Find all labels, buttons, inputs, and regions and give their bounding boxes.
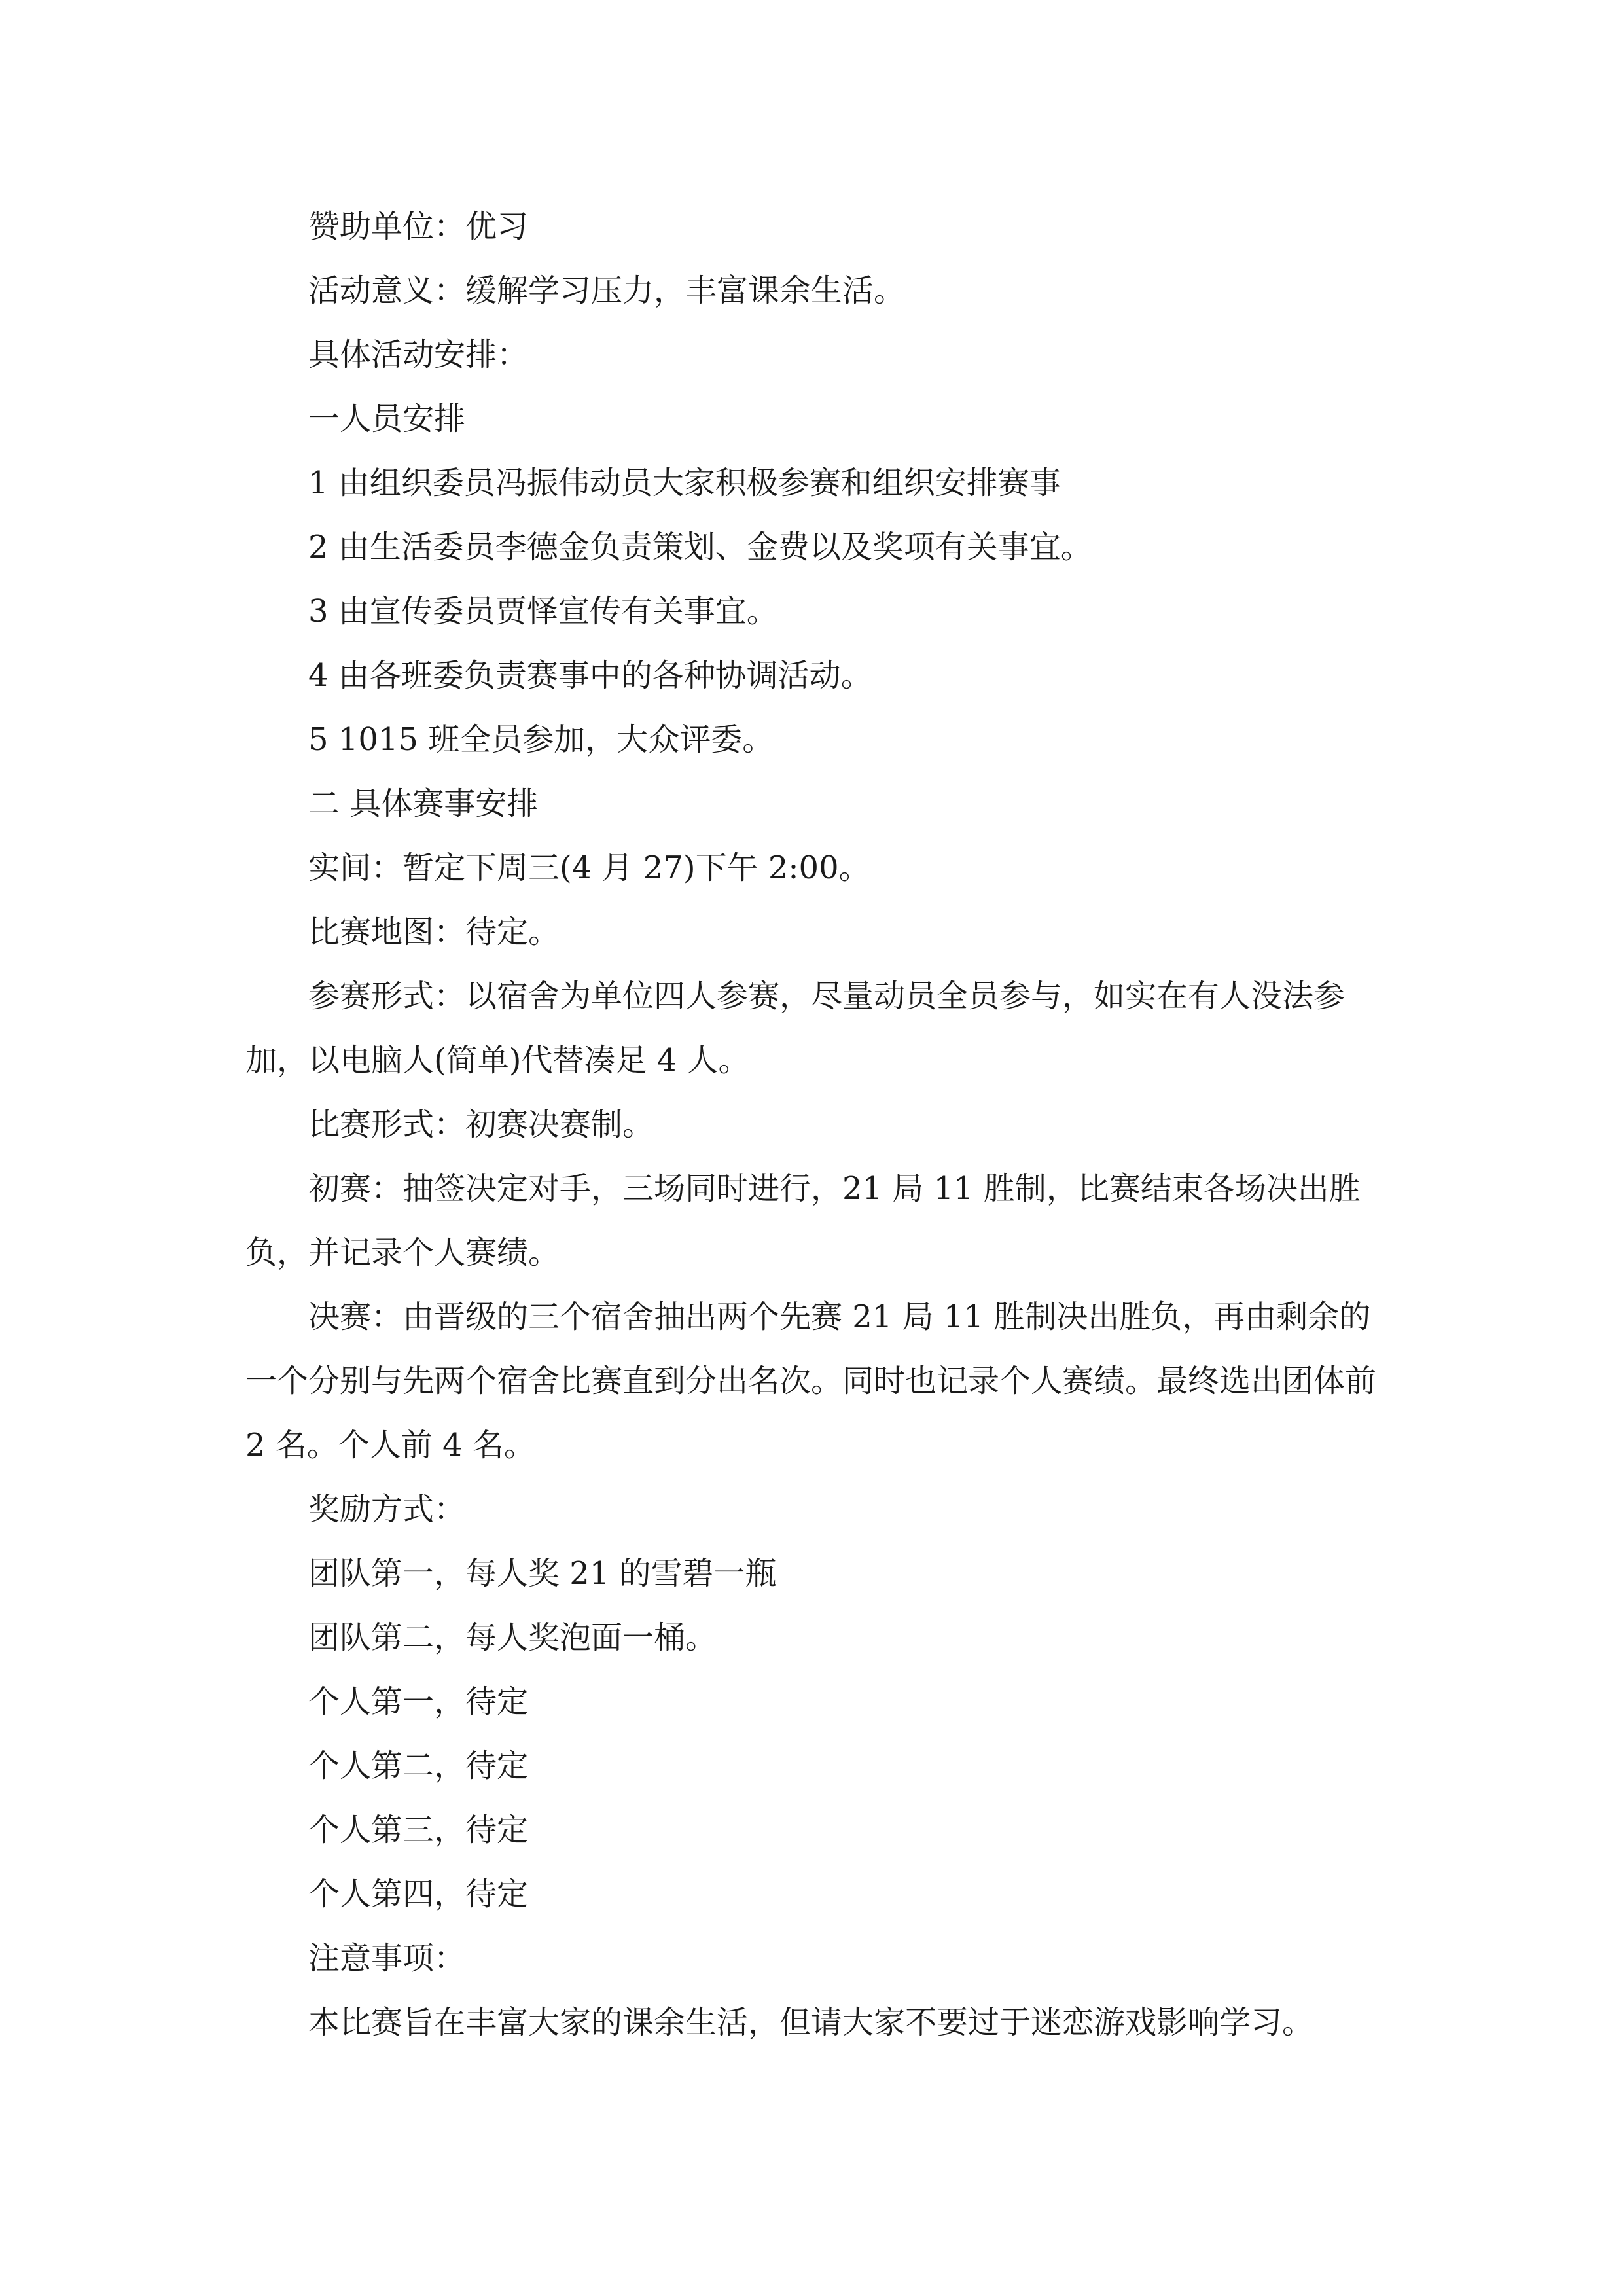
award-individual-third: 个人第三，待定 <box>308 1812 529 1848</box>
staff-item-1: 1 由组织委员冯振伟动员大家积极参赛和组织安排赛事 <box>308 465 1061 501</box>
award-individual-second: 个人第二，待定 <box>308 1748 529 1784</box>
award-team-first: 团队第一，每人奖 21 的雪碧一瓶 <box>308 1555 777 1592</box>
competition-format: 比赛形式：初赛决赛制。 <box>308 1106 654 1143</box>
schedule-heading: 具体活动安排： <box>308 336 529 373</box>
preliminary-round: 初赛：抽签决定对手，三场同时进行，21 局 11 胜制，比赛结束各场决出胜负，并记录个人赛绩。 <box>245 1170 1361 1271</box>
award-individual-fourth: 个人第四，待定 <box>308 1876 529 1912</box>
staff-item-5: 5 1015 班全员参加，大众评委。 <box>308 721 774 758</box>
section-one-heading: 一人员安排 <box>308 401 466 437</box>
activity-purpose-line: 活动意义：缓解学习压力，丰富课余生活。 <box>308 272 906 309</box>
event-time-line: 实间：暂定下周三(4 月 27)下午 2:00。 <box>308 850 870 886</box>
award-team-second: 团队第二，每人奖泡面一桶。 <box>308 1619 717 1656</box>
participation-format: 参赛形式：以宿舍为单位四人参赛，尽量动员全员参与，如实在有人没法参加，以电脑人(简单)代替凑足 4 人。 <box>245 978 1346 1079</box>
sponsor-line: 赞助单位：优习 <box>308 208 529 245</box>
document-body <box>245 194 1378 2054</box>
notes-heading: 注意事项： <box>308 1940 466 1977</box>
awards-heading: 奖励方式： <box>308 1491 466 1528</box>
award-individual-first: 个人第一，待定 <box>308 1683 529 1720</box>
staff-item-2: 2 由生活委员李德金负责策划、金费以及奖项有关事宜。 <box>308 529 1092 565</box>
staff-item-4: 4 由各班委负责赛事中的各种协调活动。 <box>308 657 872 694</box>
staff-item-3: 3 由宣传委员贾怿宣传有关事宜。 <box>308 593 778 630</box>
final-round: 决赛：由晋级的三个宿舍抽出两个先赛 21 局 11 胜制决出胜负，再由剩余的一个分别与先两个宿舍比赛直到分出名次。同时也记录个人赛绩。最终选出团体前 2 名。个人前 4 名。 <box>245 1299 1377 1463</box>
event-map-line: 比赛地图：待定。 <box>308 914 560 950</box>
notes-text: 本比赛旨在丰富大家的课余生活，但请大家不要过于迷恋游戏影响学习。 <box>308 2004 1314 2041</box>
section-two-heading: 二 具体赛事安排 <box>308 785 539 822</box>
